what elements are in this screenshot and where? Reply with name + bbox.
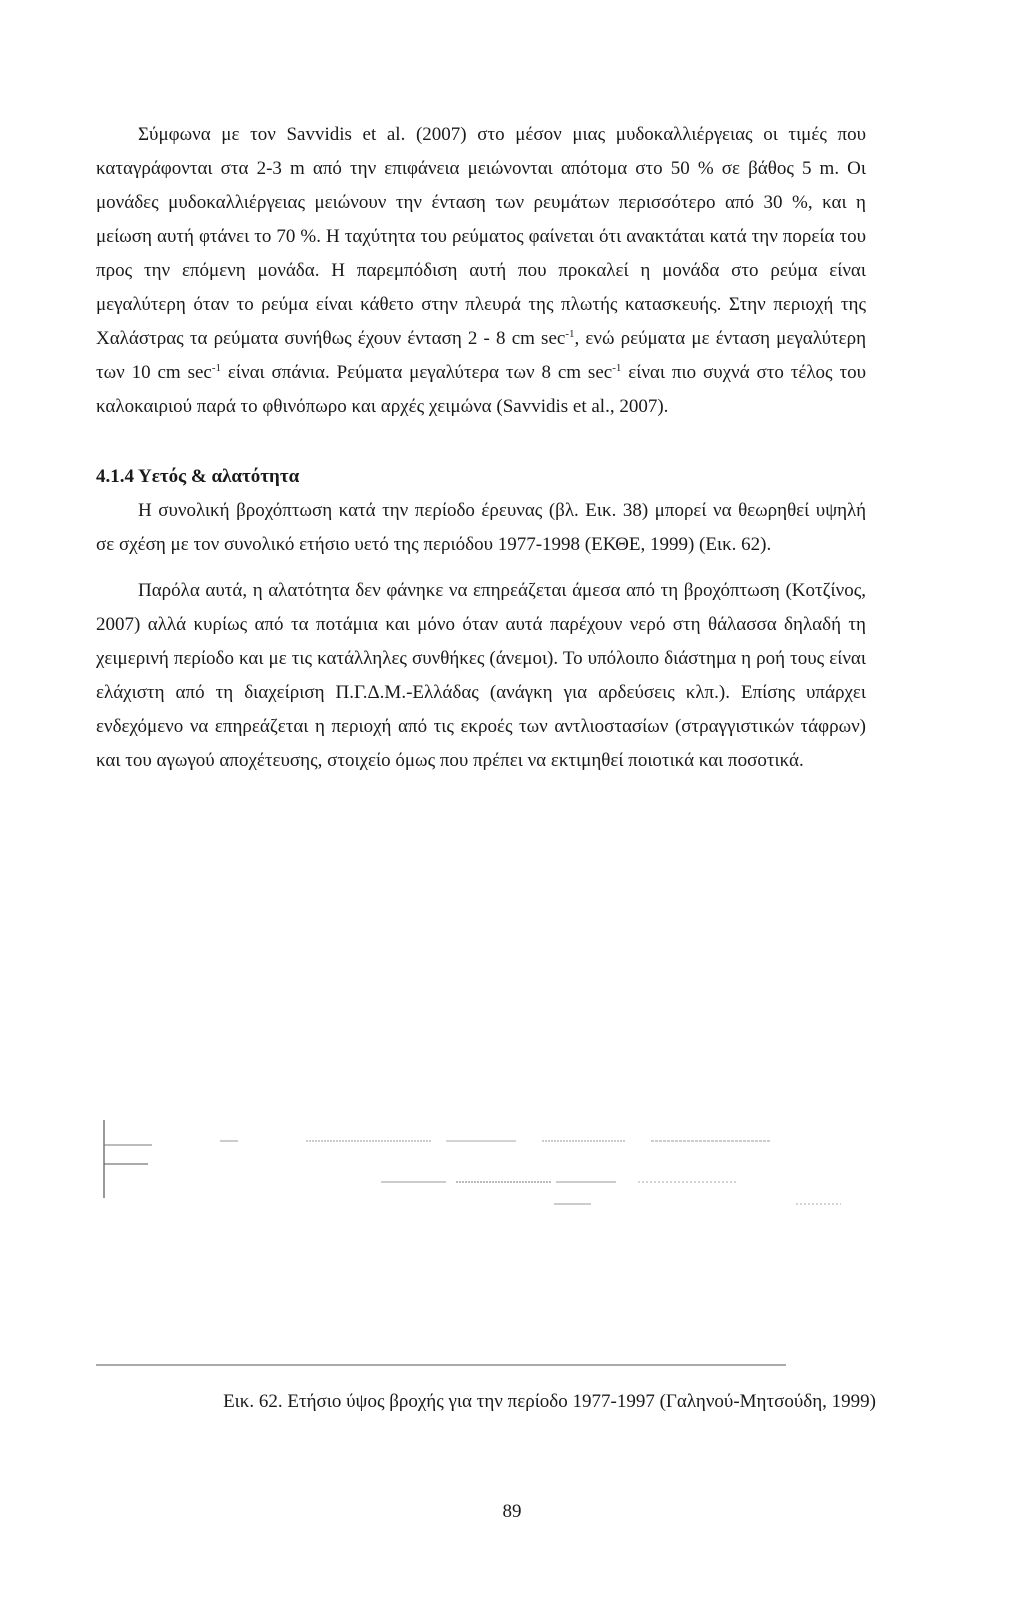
paragraph-rainfall: Η συνολική βροχόπτωση κατά την περίοδο έρευνας (βλ. Εικ. 38) μπορεί να θεωρηθεί υψηλή σε σχέση με τον συνολικό ετήσιο υετό της περιόδου 1977-1998 (ΕΚΘΕ, 1999) (Εικ. 62). (96, 500, 866, 555)
paragraph-currents-part-b: , ενώ ρεύματα με ένταση μεγαλύτερη των 10 cm sec (96, 328, 867, 383)
body-text (96, 118, 866, 778)
superscript-unit: -1 (565, 328, 575, 340)
paragraph-salinity: Παρόλα αυτά, η αλατότητα δεν φάνηκε να επηρεάζεται άμεσα από τη βροχόπτωση (Κοτζίνος, 2007) αλλά κυρίως από τα ποτάμια και μόνο όταν αυτά παρέχουν νερό στη θάλασσα δηλαδή τη χειμερινή περίοδο και με τις κατάλληλες συνθήκες (άνεμοι). Το υπόλοιπο διάστημα η ροή τους είναι ελάχιστη από τη διαχείριση Π.Γ.Δ.Μ.-Ελλάδας (ανάγκη για αρδεύσεις κλπ.). Επίσης υπάρχει ενδεχόμενο να επηρεάζεται η περιοχή από τις εκροές των αντλιοστασίων (στραγγιστικών τάφρων) και του αγωγού αποχέτευσης, στοιχείο όμως που πρέπει να εκτιμηθεί ποιοτικά και ποσοτικά. (96, 580, 866, 771)
paragraph-currents-part-c: είναι σπάνια. Ρεύματα μεγαλύτερα των 8 cm sec (221, 362, 613, 383)
page-number: 89 (502, 1501, 522, 1522)
paragraph-currents-part-a: Σύμφωνα με τον Savvidis et al. (2007) στο μέσον μιας μυδοκαλλιέργειας οι τιμές που καταγράφονται στα 2-3 m από την επιφάνεια μειώνονται απότομα στο 50 % σε βάθος 5 m. Οι μονάδες μυδοκαλλιέργειας μειώνουν την ένταση των ρευμάτων περισσότερο από 30 %, και η μείωση αυτή φτάνει το 70 %. Η ταχύτητα του ρεύματος φαίνεται ότι ανακτάται κατά την πορεία του προς την επόμενη μονάδα. Η παρεμπόδιση αυτή που προκαλεί η μονάδα στο ρεύμα είναι μεγαλύτερη όταν το ρεύμα είναι κάθετο στην πλευρά της πλωτής κατασκευής. Στην περιοχή της Χαλάστρας τα ρεύματα συνήθως έχουν ένταση 2 - 8 cm sec (96, 124, 866, 349)
superscript-unit: -1 (211, 362, 222, 374)
paragraph-currents (96, 118, 866, 424)
figure-rainfall-chart (96, 1120, 876, 1380)
figure-faint-lines (96, 1120, 876, 1380)
paragraph-currents-part-d: είναι πιο συχνά στο τέλος του καλοκαιριού παρά το φθινόπωρο και αρχές χειμώνα (Savvidis et al., 2007). (96, 362, 866, 417)
figure-caption: Εικ. 62. Ετήσιο ύψος βροχής για την περίοδο 1977-1997 (Γαληνού-Μητσούδη, 1999) (223, 1391, 876, 1412)
superscript-unit: -1 (612, 362, 622, 374)
section-heading: 4.1.4 Υετός & αλατότητα (96, 466, 300, 487)
